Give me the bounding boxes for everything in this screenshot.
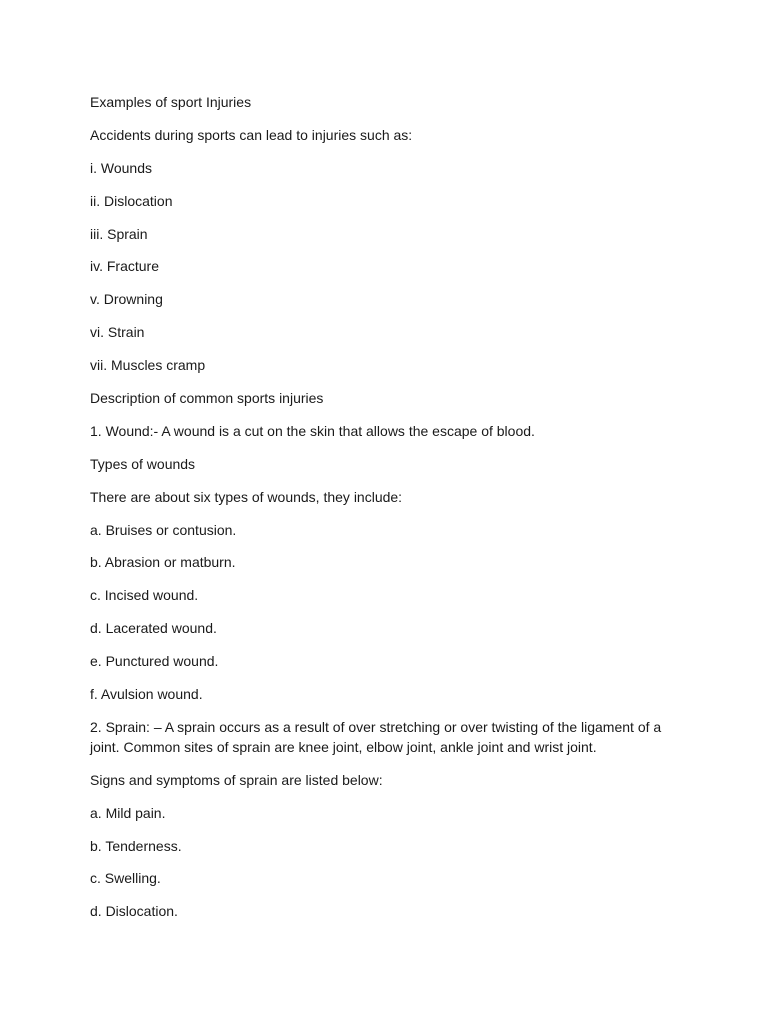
symptom-item: c. Swelling.	[90, 870, 161, 887]
injury-list-item: v. Drowning	[90, 291, 163, 308]
wound-type-item: b. Abrasion or matburn.	[90, 554, 236, 571]
section-heading: Description of common sports injuries	[90, 390, 324, 407]
wound-types-intro: There are about six types of wounds, they include:	[90, 488, 403, 505]
wound-type-item: e. Punctured wound.	[90, 653, 219, 670]
intro-paragraph: Accidents during sports can lead to injuries such as:	[90, 126, 413, 143]
section-heading: Types of wounds	[90, 455, 196, 472]
document-title: Examples of sport Injuries	[90, 94, 252, 110]
wound-definition: 1. Wound:- A wound is a cut on the skin that allows the escape of blood.	[90, 422, 535, 439]
wound-type-item: c. Incised wound.	[90, 587, 199, 604]
injury-list-item: i. Wounds	[90, 159, 152, 176]
symptom-item: a. Mild pain.	[90, 804, 166, 821]
injury-list-item: vi. Strain	[90, 324, 145, 341]
injury-list-item: vii. Muscles cramp	[90, 357, 206, 374]
symptom-item: b. Tenderness.	[90, 837, 182, 854]
wound-type-item: a. Bruises or contusion.	[90, 521, 237, 538]
sprain-symptoms-intro: Signs and symptoms of sprain are listed below:	[90, 771, 383, 788]
sprain-definition: 2. Sprain: – A sprain occurs as a result of over stretching or over twisting of the ligament of a joint. Common sites of sprain are knee joint, elbow joint, ankle joint and wrist joint.	[90, 718, 662, 755]
wound-type-item: d. Lacerated wound.	[90, 620, 217, 637]
symptom-item: d. Dislocation.	[90, 903, 178, 920]
wound-type-item: f. Avulsion wound.	[90, 686, 203, 703]
injury-list-item: ii. Dislocation	[90, 192, 173, 209]
injury-list-item: iv. Fracture	[90, 258, 159, 275]
injury-list-item: iii. Sprain	[90, 225, 148, 242]
document-page	[90, 92, 690, 934]
